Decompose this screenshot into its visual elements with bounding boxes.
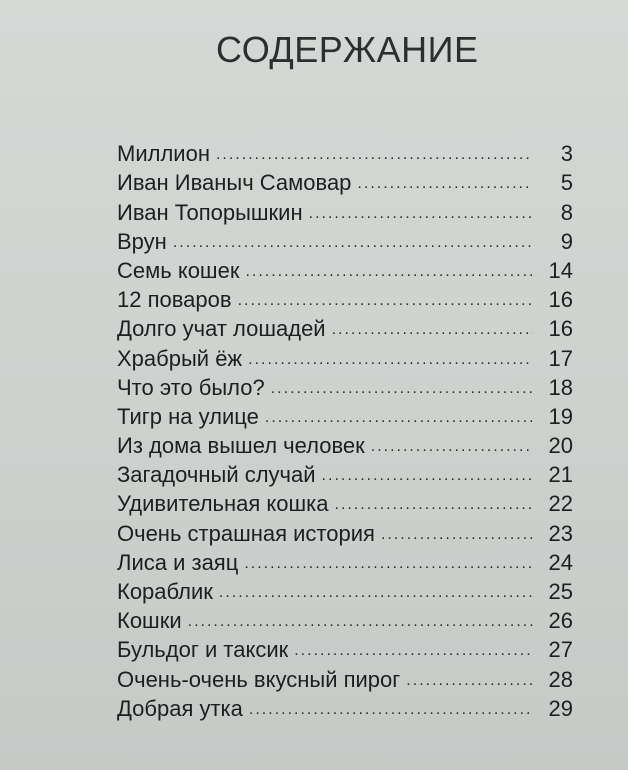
toc-dot-leader <box>271 379 533 399</box>
toc-entry <box>117 576 573 605</box>
toc-entry-page: 16 <box>548 287 573 313</box>
toc-dot-leader <box>335 495 533 515</box>
toc-entry <box>117 693 573 722</box>
toc-dot-leader <box>249 700 533 720</box>
toc-dot-leader <box>381 525 533 545</box>
toc-entry <box>117 547 573 576</box>
page-title: СОДЕРЖАНИЕ <box>216 29 479 70</box>
toc-dot-leader <box>357 174 533 194</box>
toc-dot-leader <box>322 466 533 486</box>
toc-entry-title: Миллион <box>117 141 210 167</box>
toc-entry-title: Лиса и заяц <box>117 549 239 575</box>
toc-entry-title: Из дома вышел человек <box>117 433 365 459</box>
toc-entry <box>117 634 573 663</box>
toc-dot-leader <box>173 233 533 253</box>
toc-entry-page: 29 <box>548 695 573 721</box>
toc-entry <box>117 488 573 517</box>
toc-entry <box>117 196 573 225</box>
toc-entry-title: Очень-очень вкусный пирог <box>117 666 401 692</box>
toc-entry <box>117 372 573 401</box>
toc-entry <box>117 605 573 634</box>
toc-entry <box>117 401 573 430</box>
toc-entry-page: 8 <box>560 199 573 225</box>
toc-dot-leader <box>371 437 533 457</box>
toc-entry-page: 26 <box>548 608 573 634</box>
toc-entry <box>117 167 573 196</box>
toc-dot-leader <box>265 408 533 428</box>
table-of-contents <box>117 138 573 722</box>
toc-entry <box>117 430 573 459</box>
toc-entry <box>117 313 573 342</box>
toc-entry <box>117 517 573 546</box>
toc-entry <box>117 284 573 313</box>
toc-entry-page: 18 <box>548 374 573 400</box>
toc-entry-title: Тигр на улице <box>117 403 259 429</box>
toc-dot-leader <box>216 145 533 165</box>
toc-entry-page: 23 <box>548 520 573 546</box>
toc-dot-leader <box>406 671 533 691</box>
toc-entry-page: 17 <box>548 345 573 371</box>
toc-entry-title: Очень страшная история <box>117 520 375 546</box>
toc-entry-page: 21 <box>548 462 573 488</box>
toc-entry <box>117 255 573 284</box>
toc-entry-page: 27 <box>548 637 573 663</box>
toc-entry-title: Что это было? <box>117 374 265 400</box>
toc-entry <box>117 663 573 692</box>
toc-entry-title: Кораблик <box>117 579 213 604</box>
toc-entry-page: 16 <box>548 316 573 342</box>
toc-entry-page: 19 <box>548 403 573 429</box>
toc-entry-title: Добрая утка <box>117 695 243 721</box>
toc-entry-title: Удивительная кошка <box>117 491 329 517</box>
toc-dot-leader <box>188 612 533 632</box>
toc-entry <box>117 226 573 255</box>
toc-dot-leader <box>248 350 533 370</box>
toc-dot-leader <box>294 641 533 661</box>
toc-dot-leader <box>245 262 533 282</box>
toc-entry-page: 3 <box>560 141 573 167</box>
toc-entry-page: 24 <box>548 549 573 575</box>
toc-entry-title: Храбрый ёж <box>117 345 243 371</box>
toc-entry-title: Иван Иваныч Самовар <box>117 170 352 196</box>
toc-entry-title: Кошки <box>117 608 182 634</box>
toc-entry-page: 25 <box>548 579 573 604</box>
toc-entry-title: Иван Топорышкин <box>117 199 303 225</box>
toc-entry-page: 22 <box>548 491 573 517</box>
toc-entry-title: Долго учат лошадей <box>117 316 326 342</box>
toc-entry-title: Загадочный случай <box>117 462 316 488</box>
toc-entry-page: 14 <box>548 257 573 283</box>
toc-dot-leader <box>332 320 533 340</box>
toc-dot-leader <box>309 204 533 224</box>
toc-entry <box>117 138 573 167</box>
toc-entry-page: 20 <box>548 433 573 459</box>
toc-entry-title: Врун <box>117 228 167 254</box>
toc-entry <box>117 459 573 488</box>
toc-entry <box>117 342 573 371</box>
toc-entry-page: 5 <box>560 170 573 196</box>
toc-dot-leader <box>244 554 533 574</box>
toc-entry-page: 28 <box>548 666 573 692</box>
toc-entry-title: 12 поваров <box>117 287 232 313</box>
toc-dot-leader <box>219 583 533 603</box>
toc-entry-page: 9 <box>560 228 573 254</box>
toc-entry-title: Семь кошек <box>117 257 240 283</box>
toc-dot-leader <box>238 291 533 311</box>
toc-entry-title: Бульдог и таксик <box>117 637 289 663</box>
